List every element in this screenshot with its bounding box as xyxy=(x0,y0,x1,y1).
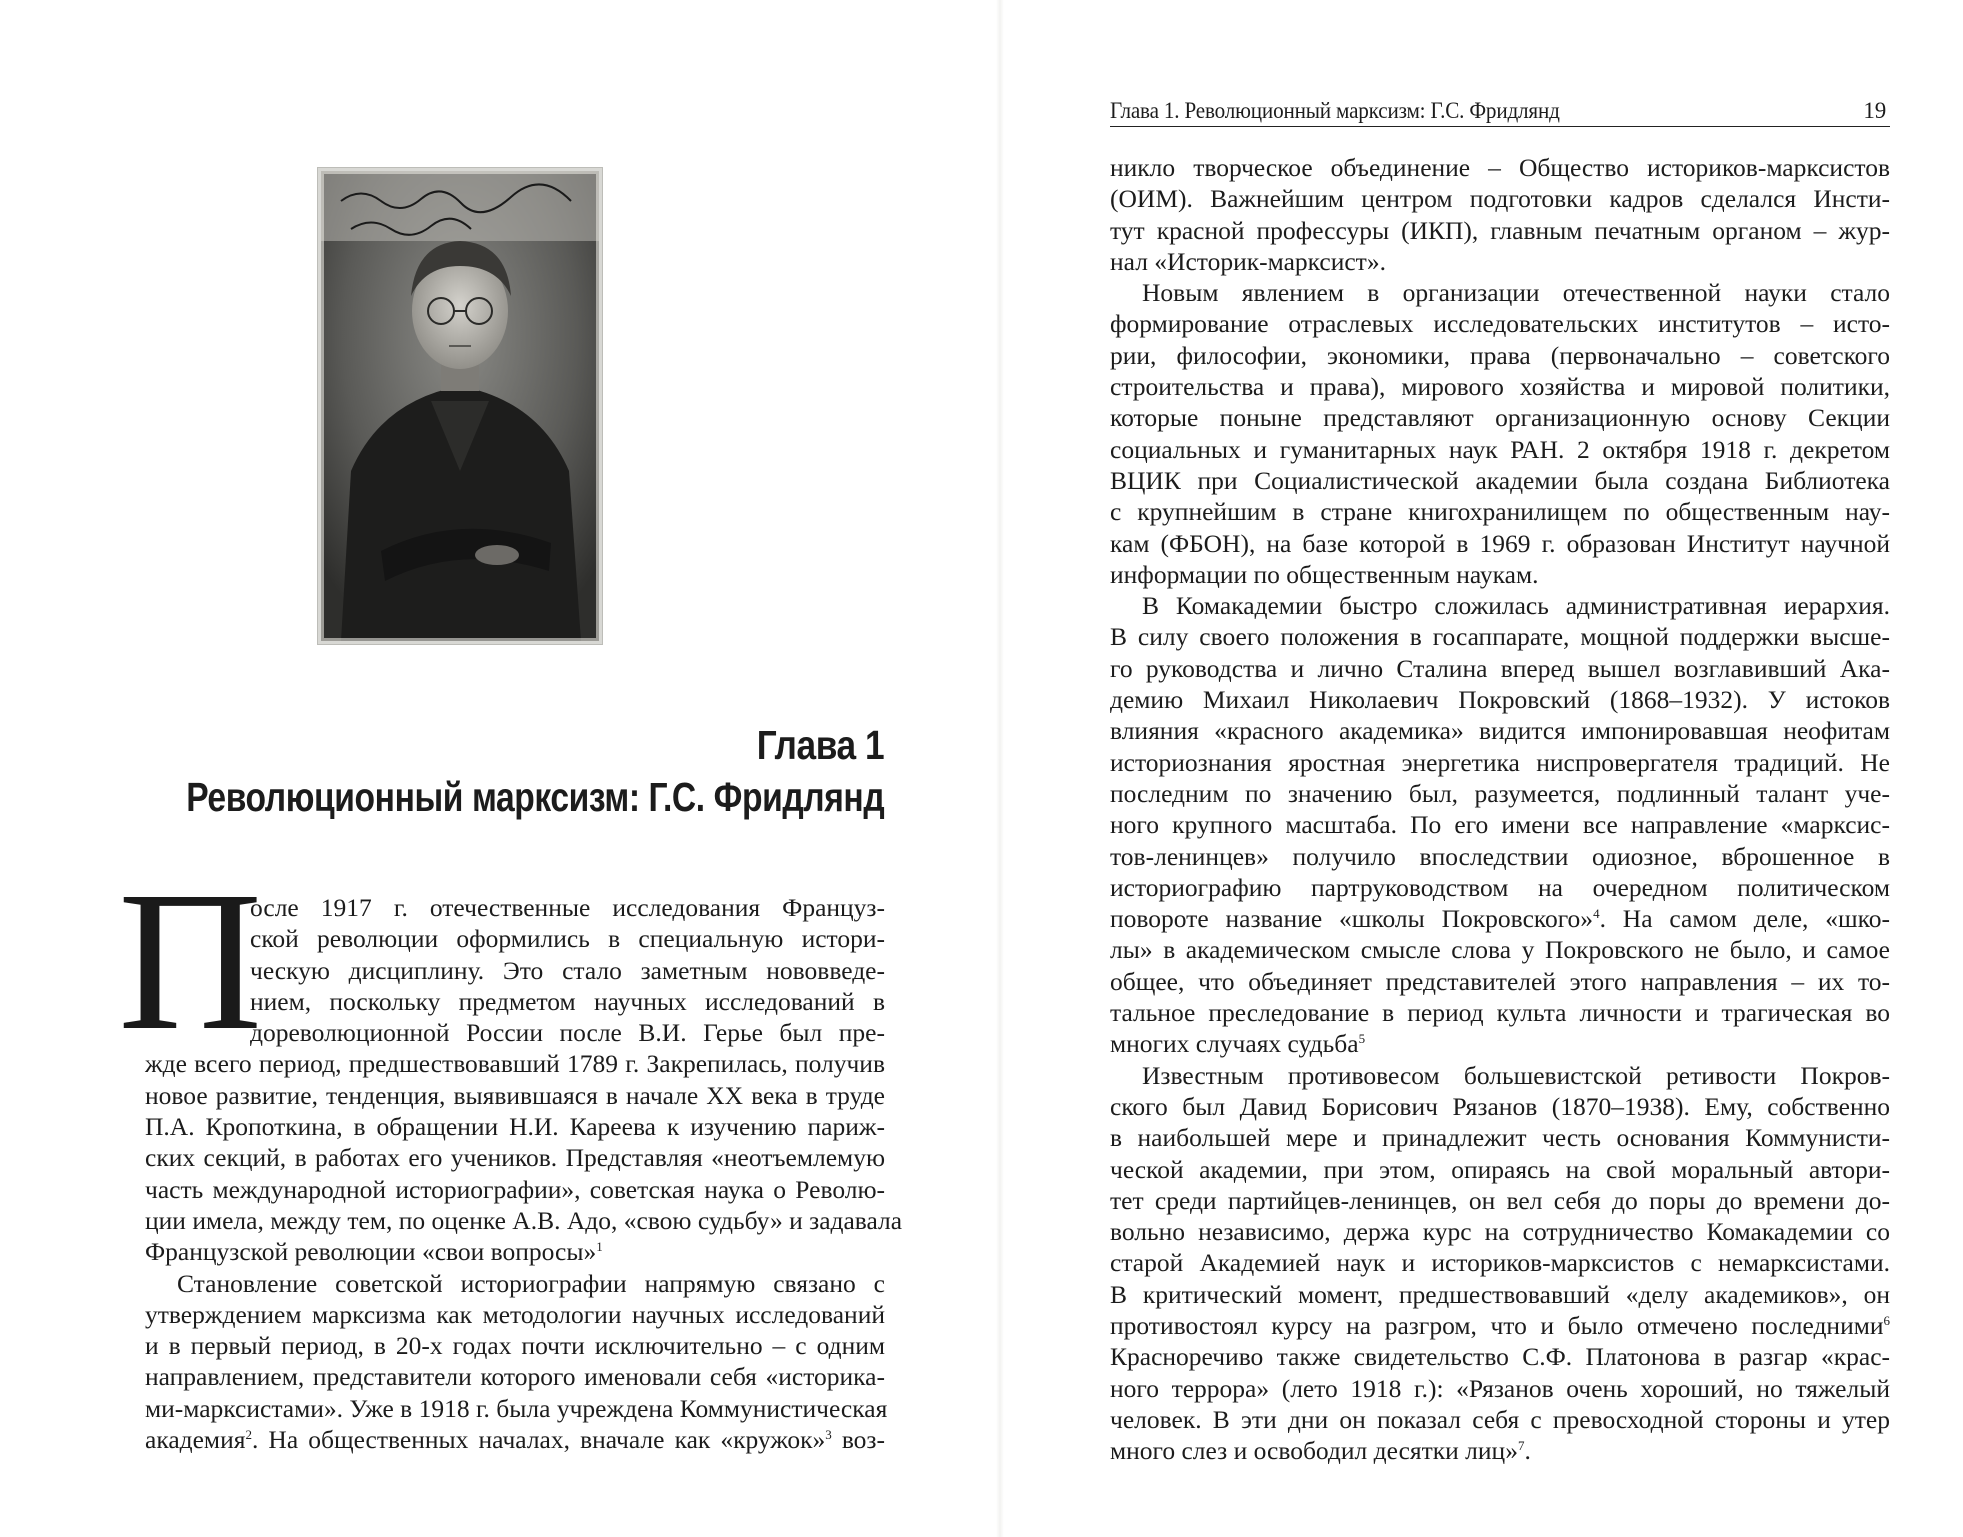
text-line: ми-марксистами». Уже в 1918 г. была учреждена Коммунистическая xyxy=(145,1393,888,1423)
footnote-marker[interactable]: 6 xyxy=(1883,1312,1890,1328)
text-line: последним по значению был, разумеется, подлинный талант уче- xyxy=(1110,778,1890,808)
text-line: ского был Давид Борисович Рязанов (1870–1938). Ему, собственно xyxy=(1110,1091,1890,1121)
footnote-marker[interactable]: 1 xyxy=(596,1239,603,1255)
text-segment: . На самом деле, «шко- xyxy=(1599,904,1890,934)
text-line: нием, поскольку предметом научных исследований в xyxy=(250,986,885,1016)
text-line: ских секций, в работах его учеников. Представляя «неотъемлемую xyxy=(145,1143,885,1173)
text-line: общее, что объединяет представителей этого направления – их то- xyxy=(1110,966,1890,996)
running-head xyxy=(1110,98,1890,127)
text-line: лы» в академическом смысле слова у Покровского не было, и самое xyxy=(1110,935,1890,965)
text-segment: много слез и освободил десятки лиц» xyxy=(1110,1436,1518,1466)
text-segment: повороте название «школы Покровского» xyxy=(1110,904,1594,934)
drop-cap: П xyxy=(118,851,263,1072)
text-line: ции имела, между тем, по оценке А.В. Адо, «свою судьбу» и задавала xyxy=(145,1205,903,1235)
text-line: тов-ленинцев» получило впоследствии одиозное, вброшенное в xyxy=(1110,841,1890,871)
text-line xyxy=(145,1424,885,1455)
text-line: часть международной историографии», советская наука о Револю- xyxy=(145,1174,885,1204)
text-line: и в первый период, в 20-х годах почти исключительно – с одним xyxy=(145,1331,885,1361)
text-line: историознания яростная энергетика ниспровергателя традиций. Не xyxy=(1110,747,1890,777)
text-line: информации по общественным наукам. xyxy=(1110,559,1539,589)
text-segment: . xyxy=(1524,1436,1531,1466)
text-line: Становление советской историографии напрямую связано с xyxy=(177,1268,885,1298)
portrait-photo xyxy=(318,168,602,644)
footnote-marker[interactable]: 7 xyxy=(1517,1438,1525,1454)
text-segment: воз- xyxy=(831,1425,885,1455)
text-segment: противостоял курсу на разгром, что и было отмечено последними xyxy=(1110,1310,1884,1340)
text-line: Новым явлением в организации отечественной науки стало xyxy=(1142,278,1890,308)
text-line: го руководства и лично Сталина вперед вышел возглавивший Ака- xyxy=(1110,653,1890,683)
right-body-text xyxy=(1110,152,1890,1466)
chapter-number: Глава 1 xyxy=(756,722,884,768)
text-line: социальных и гуманитарных наук РАН. 2 октября 1918 г. декретом xyxy=(1110,434,1890,464)
text-line: влияния «красного академика» видится импонировавшая неофитам xyxy=(1110,716,1890,746)
text-line: направлением, представители которого именовали себя «историка- xyxy=(145,1362,885,1392)
text-segment: . На общественных началах, вначале как «кружок» xyxy=(251,1425,826,1455)
text-line: тальное преследование в период культа личности и трагическая во xyxy=(1110,998,1890,1028)
text-line: ческую дисциплину. Это стало заметным нововведе- xyxy=(250,955,885,985)
text-line: демию Михаил Николаевич Покровский (1868–1932). У истоков xyxy=(1110,685,1890,715)
page-number: 19 xyxy=(1863,98,1886,123)
text-line: вольно независимо, держа курс на сотрудничество Комакадемии со xyxy=(1110,1217,1890,1247)
text-line: формирование отраслевых исследовательских институтов – исто- xyxy=(1110,309,1890,339)
text-line: в наибольшей мере и принадлежит честь основания Коммунисти- xyxy=(1110,1123,1890,1153)
text-line: В критический момент, предшествовавший «делу академиков», он xyxy=(1110,1279,1890,1309)
text-line: ской революции оформились в специальную истори- xyxy=(250,924,885,954)
text-segment: Французской революции «свои вопросы» xyxy=(145,1237,597,1267)
text-line: тет среди партийцев-ленинцев, он вел себя до поры до времени до- xyxy=(1110,1185,1890,1215)
text-line: дореволюционной России после В.И. Герье был пре- xyxy=(250,1018,885,1048)
right-page xyxy=(1000,0,1963,1537)
text-line: утверждением марксизма как методологии научных исследований xyxy=(145,1299,885,1329)
text-line xyxy=(1110,903,1890,934)
text-line: (ОИМ). Важнейшим центром подготовки кадров сделался Инсти- xyxy=(1110,184,1890,214)
text-line xyxy=(1110,1028,1890,1059)
text-line: Известным противовесом большевистской ретивости Покров- xyxy=(1142,1060,1890,1090)
footnote-marker[interactable]: 3 xyxy=(825,1427,832,1443)
running-head-title: Глава 1. Революционный марксизм: Г.С. Фридлянд xyxy=(1110,98,1560,123)
text-line: историографию партруководством на очередном политическом xyxy=(1110,872,1890,902)
text-line: жде всего период, предшествовавший 1789 г. Закрепилась, получив xyxy=(145,1049,885,1079)
text-line: никло творческое объединение – Общество историков-марксистов xyxy=(1110,153,1890,182)
text-line: рии, философии, экономики, права (первоначально – советского xyxy=(1110,340,1890,370)
footnote-marker[interactable]: 5 xyxy=(1358,1031,1366,1047)
text-line xyxy=(1110,1310,1890,1341)
text-line xyxy=(1110,1435,1890,1466)
text-line: осле 1917 г. отечественные исследования Француз- xyxy=(250,893,885,922)
chapter-title: Революционный марксизм: Г.С. Фридлянд xyxy=(185,774,884,820)
text-line: В Комакадемии быстро сложилась административная иерархия. xyxy=(1142,591,1890,621)
text-line: Красноречиво также свидетельство С.Ф. Платонова в разгар «крас- xyxy=(1110,1342,1890,1372)
text-line: ного крупного масштаба. По его имени все направление «марксис- xyxy=(1110,810,1890,840)
text-line: кам (ФБОН), на базе которой в 1969 г. образован Институт научной xyxy=(1110,528,1890,558)
text-line: нал «Историк-марксист». xyxy=(1110,246,1386,276)
text-line: которые поныне представляют организационную основу Секции xyxy=(1110,403,1890,433)
text-line: ческой академии, при этом, опираясь на свой моральный автори- xyxy=(1110,1154,1890,1184)
text-line: ного террора» (лето 1918 г.): «Рязанов очень хороший, но тяжелый xyxy=(1110,1373,1890,1403)
text-segment: многих случаях судьба xyxy=(1110,1029,1359,1059)
text-line: В силу своего положения в госаппарате, мощной поддержки высше- xyxy=(1110,622,1890,652)
text-segment: академия xyxy=(145,1425,246,1455)
footnote-marker[interactable]: 4 xyxy=(1593,906,1600,922)
text-line: строительства и права), мирового хозяйства и мировой политики, xyxy=(1110,372,1890,402)
footnote-marker[interactable]: 2 xyxy=(245,1427,252,1443)
text-line: ВЦИК при Социалистической академии была создана Библиотека xyxy=(1110,465,1890,495)
text-line: с крупнейшим в стране книгохранилищем по общественным нау- xyxy=(1110,497,1890,527)
text-line: новое развитие, тенденция, выявившаяся в начале XX века в труде xyxy=(145,1080,885,1110)
portrait-image xyxy=(321,171,599,641)
text-line: П.А. Кропоткина, в обращении Н.И. Кареева к изучению париж- xyxy=(145,1112,885,1142)
left-body-text xyxy=(145,892,903,1455)
text-line: тут красной профессуры (ИКП), главным печатным органом – жур- xyxy=(1110,215,1890,245)
text-line: старой Академией наук и историков-марксистов с немарксистами. xyxy=(1110,1248,1890,1278)
text-line: человек. В эти дни он показал себя с превосходной стороны и утер xyxy=(1110,1404,1890,1434)
text-line xyxy=(145,1236,885,1267)
